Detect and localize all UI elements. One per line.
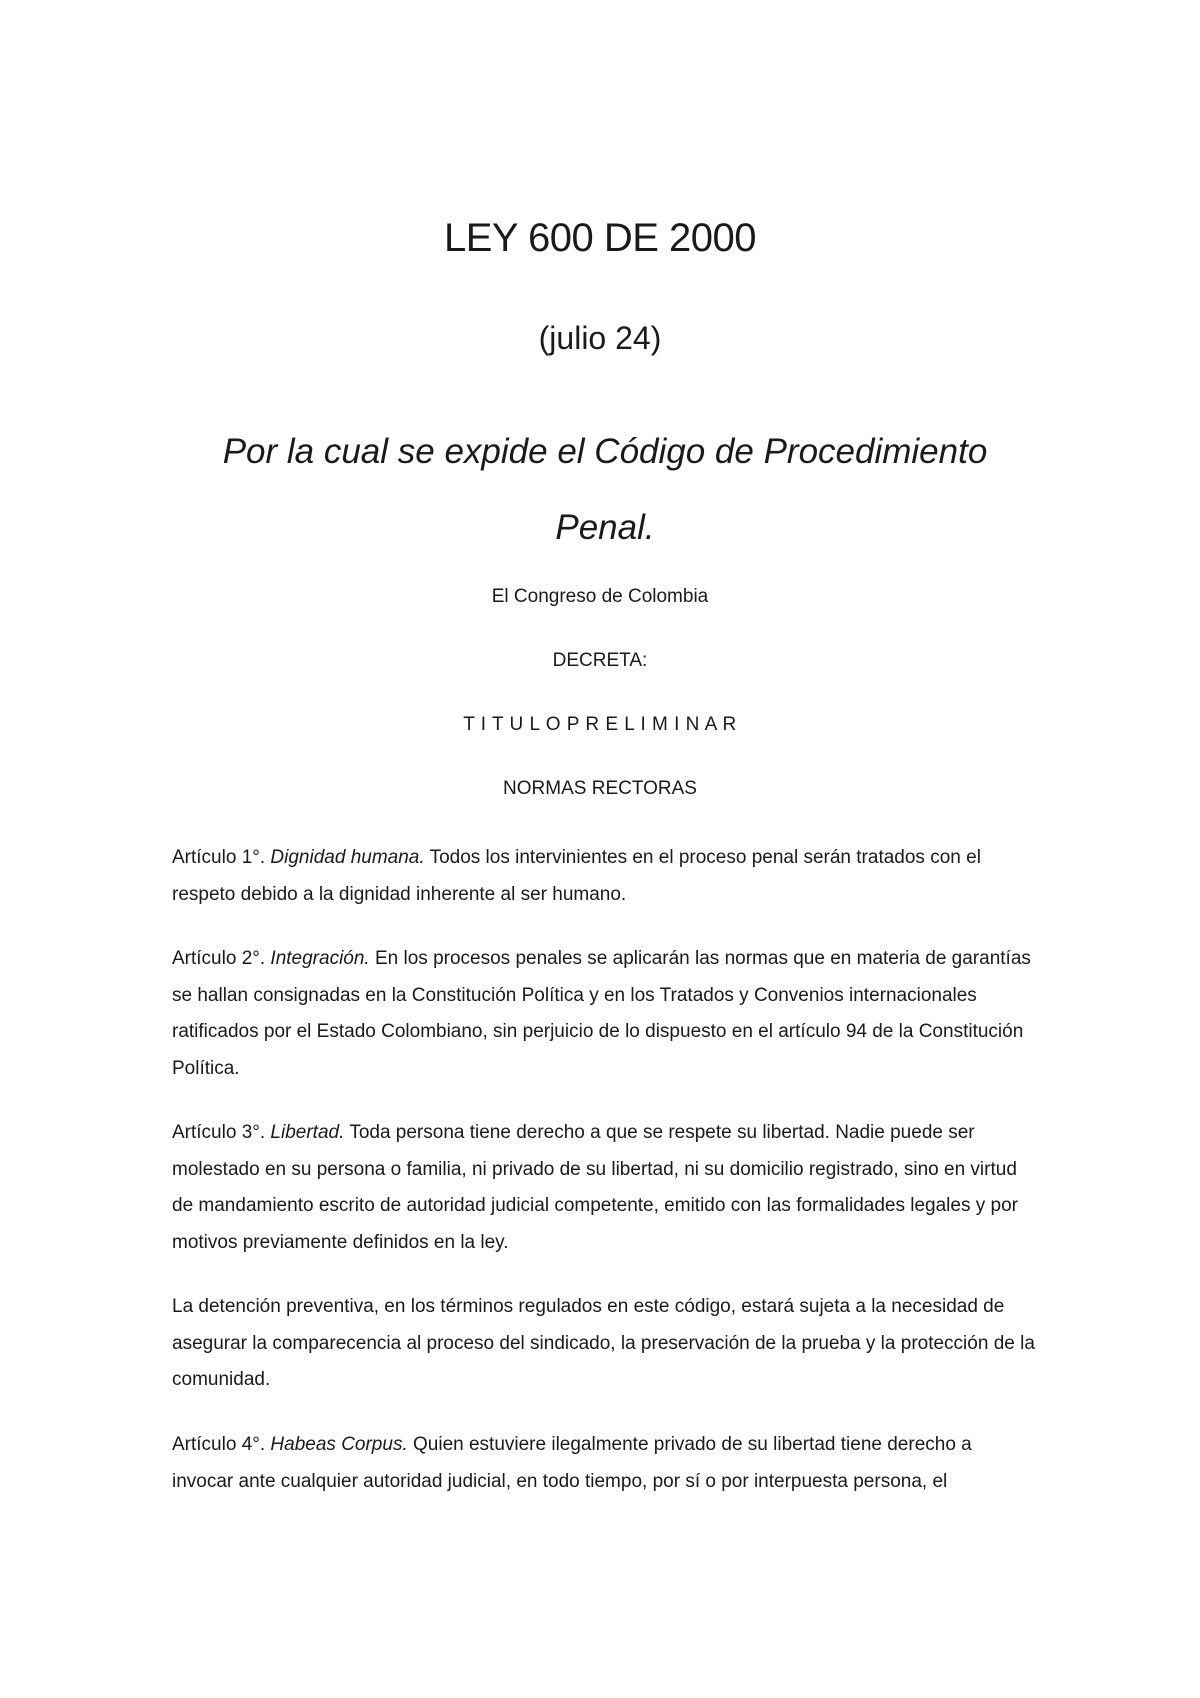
article-2-text: En los procesos penales se aplicarán las normas que en materia de garantías se hallan consignadas en la Constitución Política y en los Tratados y Convenios internacionales ratificados por el Estado Colombiano, sin perjuicio de lo dispuesto en el artículo 94 de la Constitución Política.	[172, 948, 1031, 1079]
article-3-title: Libertad.	[270, 1122, 345, 1143]
article-2-title: Integración.	[270, 948, 370, 969]
law-date: (julio 24)	[538, 320, 662, 356]
article-2-paragraph	[172, 941, 1038, 1087]
article-3-continuation-text: La detención preventiva, en los términos regulados en este código, estará sujeta a la necesidad de asegurar la comparecencia al proceso del sindicado, la preservación de la prueba y la protección de la comunidad.	[172, 1296, 1035, 1390]
article-4-text: Quien estuviere ilegalmente privado de su libertad tiene derecho a invocar ante cualquier autoridad judicial, en todo tiempo, por sí o por interpuesta persona, el	[172, 1434, 972, 1492]
section-subtitle: NORMAS RECTORAS	[503, 778, 697, 799]
article-3-text: Toda persona tiene derecho a que se respete su libertad. Nadie puede ser molestado en su persona o familia, ni privado de su libertad, ni su domicilio registrado, sino en virtud de mandamiento escrito de autoridad judicial competente, emitido con las formalidades legales y por motivos previamente definidos en la ley.	[172, 1122, 1018, 1253]
decree-line: DECRETA:	[552, 650, 648, 671]
article-1-label: Artículo 1°.	[172, 847, 266, 868]
article-1-text: Todos los intervinientes en el proceso penal serán tratados con el respeto debido a la dignidad inherente al ser humano.	[172, 847, 981, 905]
article-1-title: Dignidad humana.	[270, 847, 425, 868]
section-title: T I T U L O P R E L I M I N A R	[463, 714, 737, 735]
article-3-continuation-paragraph	[172, 1289, 1038, 1399]
article-4-label: Artículo 4°.	[172, 1434, 266, 1455]
issuer-line: El Congreso de Colombia	[491, 586, 709, 607]
law-subtitle: Por la cual se expide el Código de Procedimiento Penal.	[222, 432, 988, 547]
article-4-paragraph	[172, 1427, 1038, 1500]
article-1-paragraph	[172, 840, 1038, 913]
article-4-title: Habeas Corpus.	[270, 1434, 408, 1455]
law-title: LEY 600 DE 2000	[443, 216, 756, 260]
article-3-label: Artículo 3°.	[172, 1122, 266, 1143]
article-2-label: Artículo 2°.	[172, 948, 266, 969]
article-3-paragraph	[172, 1115, 1038, 1261]
